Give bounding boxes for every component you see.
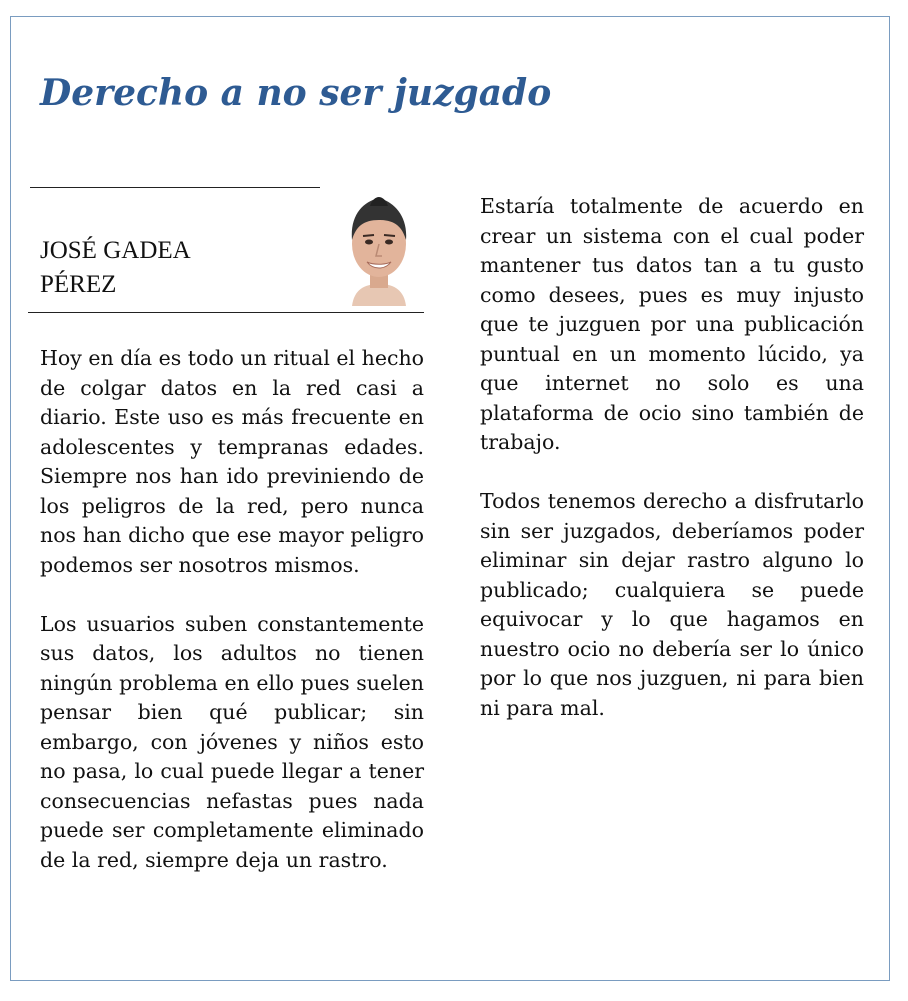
paragraph-2: Los usuarios suben constantemente sus datos, los adultos no tienen ningún problema en ello pues suelen pensar bien qué publicar; sin embargo, con jóvenes y niños esto no pasa, lo cual puede llegar a tener consecuencias nefastas pues nada puede ser completamente eliminado de la red, siempre deja un rastro.: [40, 611, 424, 872]
author-name: [40, 234, 191, 302]
author-name-line1: JOSÉ GADEA: [40, 237, 191, 264]
paragraph-4: Todos tenemos derecho a disfrutarlo sin ser juzgados, deberíamos poder eliminar sin dejar rastro alguno lo publicado; cualquiera se puede equivocar y lo que hagamos en nuestro ocio no debería ser lo único por lo que nos juzguen, ni para bien ni para mal.: [480, 489, 864, 720]
article-title: Derecho a no ser juzgado: [40, 72, 552, 114]
author-photo: [342, 192, 416, 306]
author-rule-top: [30, 187, 320, 188]
author-rule-bottom: [28, 312, 424, 313]
author-name-line2: PÉREZ: [40, 271, 117, 298]
paragraph-3: Estaría totalmente de acuerdo en crear un sistema con el cual poder mantener tus datos tan a tu gusto como desees, pues es muy injusto que te juzguen por una publicación puntual en un momento lúcido, ya que internet no solo es una plataforma de ocio sino también de trabajo.: [480, 194, 864, 454]
article-column-right: [480, 192, 864, 723]
article-column-left: [40, 344, 424, 875]
paragraph-1: Hoy en día es todo un ritual el hecho de colgar datos en la red casi a diario. Este uso es más frecuente en adolescentes y tempranas edades. Siempre nos han ido previniendo de los peligros de la red, pero nunca nos han dicho que ese mayor peligro podemos ser nosotros mismos.: [40, 346, 424, 577]
